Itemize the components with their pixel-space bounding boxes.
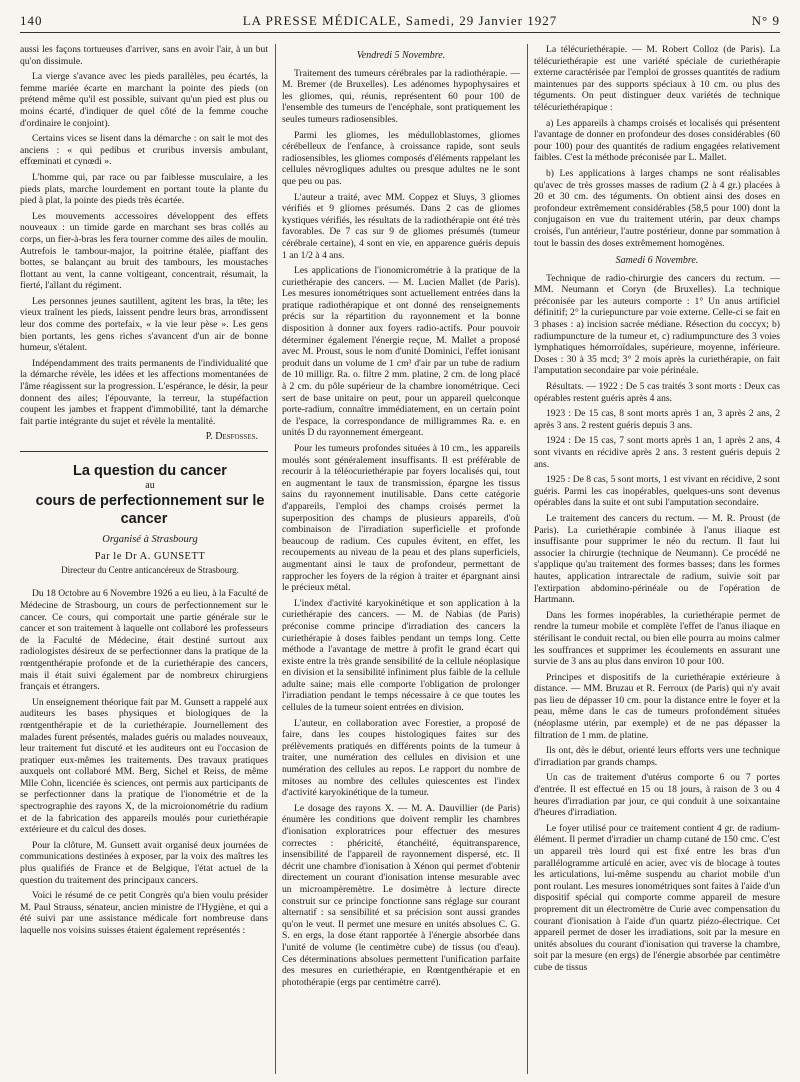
paragraph: Principes et dispositifs de la curiethérapie extérieure à distance. — MM. Bruzau et R. Ferroux (de Paris) qui n'y avait pas lieu de dépasser 10 cm. pour la distance entre le foyer et la peau, même dans le cas de tumeurs profondément situées (néoplasme utérin, par exemple) et de ne pas dépasser la filtration de 1 mm. de platine. [534, 671, 780, 741]
paragraph: Pour les tumeurs profondes situées à 10 cm., les appareils moulés sont généralement insuffisants. Il est préférable de recourir à la téléocuriethérapie par foyers localisés qui, tout en augmentant le taux de transmission, épargne les tissus sains du rayonnement inutilisable. Dans cette catégorie d'appareils, l'emploi des champs croisés permet la superposition des champs de plusieurs appareils, d'où combinaison de l'irradiation superficielle et profonde beaucoup de radium. Ces cupules évitent, en effet, les recoupements au niveau de la peau et des plans superficiels, augmentant ainsi le taux de profondeur, permettant de rapprocher les foyers de la région à traiter et épargnant ainsi le précieux métal. [282, 443, 520, 594]
column-divider [527, 44, 528, 1074]
article-title-line-2: cours de perfectionnement sur le cancer [35, 492, 265, 527]
paragraph: Un cas de traitement d'utérus comporte 6 ou 7 portes d'entrée. Il est effectué en 15 ou 18 jours, à raison de 3 ou 4 heures d'irradiation par jour, ce qui conduit à une soixantaine d'heures d'irradiation. [534, 772, 780, 819]
article-title-connector: au [145, 480, 155, 491]
issue-number: N° 9 [751, 13, 780, 28]
paragraph: Ils ont, dès le début, orienté leurs efforts vers une technique d'irradiation par grands champs. [534, 745, 780, 768]
paragraph: Les personnes jeunes sautillent, agitent les bras, la tête; les vieux traînent les pieds, laissent pendre leurs bras, arrondissent leur dos comme des portefaix, « la vie leur pèse ». Les gens bien portants, les gens riches s'avancent d'un air de bonne humeur, s'étalent. [20, 295, 268, 354]
session-date: Vendredi 5 Novembre. [356, 50, 446, 61]
paragraph: Voici le résumé de ce petit Congrès qu'a bien voulu présider M. Paul Strauss, sénateur, ancien ministre de l'Hygiène, et qui a été suivi par une assistance médicale fort nombreuse dans laquelle nos voisins suisses étaient également représentés : [20, 890, 268, 936]
paragraph: La vierge s'avance avec les pieds parallèles, peu écartés, la femme mariée écarte en marchant la pointe des pieds (on prétend même qu'il est possible, suivant qu'un pied est plus ou moins écarté, d'indiquer de quel côté de la femme couche d'ordinaire le conjoint). [20, 71, 268, 129]
paragraph: Certains vices se lisent dans la démarche : on sait le mot des anciens : « qui pedibus et cruribus inversis ambulant, effœminati et cynœdi ». [20, 133, 268, 168]
article-author-role: Directeur du Centre anticancéreux de Strasbourg. [61, 564, 239, 575]
paragraph: Les applications de l'ionomicrométrie à la pratique de la curiethérapie des cancers. — M. Lucien Mallet (de Paris). Les mesures ionométriques sont actuellement entrées dans la pratique radiothérapique et ont donné des renseignements précis sur la répartition du rayonnement et la bonne disposition à donner aux foyers radio-actifs. Pour pouvoir déterminer également l'énergie reçue, M. Mallet a proposé avec M. Proust, sous le nom d'unité Dominici, l'effet ionisant produit dans un volume de 1 cm³ d'air par un tube de radium de 10 milligr. Ra. o. filtre 2 mm. platine, 2 cm. de long placé à 2 cm. du pôle supérieur de la chambre ionométrique. Ceci sert de base unitaire on peut, pour un appareil quelconque porte-radium, connaître immédiatement, en un certain point de l'espace, la correspondance de milligrammes Ra. e. en unités D du rayonnement émergeant. [282, 265, 520, 439]
paragraph: Du 18 Octobre au 6 Novembre 1926 a eu lieu, à la Faculté de Médecine de Strasbourg, un cours de perfectionnement sur le cancer. Ce cours, qui comportait une partie générale sur le cancer et son traitement à laquelle ont collaboré les professeurs de la Faculté de Médecine, était destiné surtout aux radiologistes désireux de se perfectionner dans la pratique de la rœntgenthérapie profonde et de la curiethérapie des cancers, mais il était suivi également par de nombreux chirurgiens français et étrangers. [20, 588, 268, 693]
paragraph: La télécuriethérapie. — M. Robert Colloz (de Paris). La télécuriethérapie est une variété spéciale de curiethérapie externe caractérisée par l'emploi de grosses quantités de radium maintenues par des supports spéciaux à 10 cm. ou plus des téguments. On peut distinguer deux variétés de technique télécuriethérapique : [534, 44, 780, 113]
article-author: Par le Dr A. GUNSETT [94, 551, 206, 563]
journal-title: LA PRESSE MÉDICALE, Samedi, 29 Janvier 1927 [242, 13, 558, 28]
paragraph: Le dosage des rayons X. — M. A. Dauvillier (de Paris) énumère les conditions que doivent remplir les chambres d'ionisation exploratrices pour effectuer des mesures correctes : phéricité, étanchéité, équitransparence, insensibilité de l'appareil de rayonnement dispersé, etc. Il décrit une chambre d'ionisation à Xénon qui permet d'obtenir directement un courant d'ionisation intense mesurable avec un microampèremètre. Le dosimètre à lecture directe construit sur ce principe fonctionne sans réglage sur courant alternatif : sa sensibilité et sa précision sont aussi grandes qu'on le veut. Il permet une mesure en unités absolues C. G. S. en ergs, la dose étant rapportée à l'énergie absorbée dans l'unité de volume (le centimètre cube) de tissus (ou d'eau). Ces déterminations absolues permettent l'unification parfaite des mesures en curiethérapie, en Rœntgenthérapie et en photothérapie (ergs par centimètre carré). [282, 802, 520, 988]
section-rule [20, 451, 268, 452]
paragraph: 1923 : De 15 cas, 8 sont morts après 1 an, 3 après 2 ans, 2 après 3 ans. 2 restent guéris depuis 3 ans. [534, 408, 780, 431]
paragraph: L'auteur, en collaboration avec Forestier, a proposé de faire, dans les coupes histologiques faites sur des prélèvements pratiqués en différents points de la tumeur à traiter, une numération des cellules en division et une numération des cellules au repos. Le rapport du nombre de mitoses au nombre des cellules quiescentes est l'index d'activité karyokinétique de la tumeur. [282, 717, 520, 799]
session-date: Samedi 6 Novembre. [615, 255, 699, 267]
article-title: La question du cancer [73, 463, 227, 479]
paragraph: Technique de radio-chirurgie des cancers du rectum. — MM. Neumann et Coryn (de Bruxelles). La technique préconisée par les auteurs comporte : 1° Un anus artificiel définitif; 2° la curiepuncture par voie externe. Celle-ci se fait en 3 phases : a) incision sacrée médiane. Résection du coccyx; b) radiumpuncture de la tumeur et, c) radiumpuncture des 3 voies lymphatiques hémorroïdales, supérieure, moyenne, inférieure. Doses : 30 à 35 mcd; 3° 2 mois après la curiethérapie, on fait l'amputation secondaire par voie périnéale. [534, 272, 780, 377]
column-1 [20, 44, 268, 1074]
page-number: 140 [20, 13, 43, 28]
paragraph: aussi les façons tortueuses d'arriver, sans en avoir l'air, à un but qu'on dissimule. [20, 44, 268, 67]
paragraph: Traitement des tumeurs cérébrales par la radiothérapie. — M. Bremer (de Bruxelles). Les adénomes hypophysaires et les gliomes, qui, réunis, représentent 60 pour 100 de l'ensemble des tumeurs de l'encéphale, sont pratiquement les seules tumeurs radiosensibles. [282, 67, 520, 125]
paragraph: Dans les formes inopérables, la curiethérapie permet de rendre la tumeur mobile et complète l'effet de l'anus iliaque en stérilisant le conduit rectal, ou bien elle pourra au moins calmer les souffrances et supprimer les écoulements en assurant une survie de 3 ans au plus dans environ 10 pour 100. [534, 609, 780, 668]
paragraph: Résultats. — 1922 : De 5 cas traités 3 sont morts : Deux cas opérables restent guéris après 4 ans. [534, 381, 780, 404]
column-2 [282, 44, 520, 1074]
paragraph: 1924 : De 15 cas, 7 sont morts après 1 an, 1 après 2 ans, 4 sont vivants en récidive après 2 ans. 3 restent guéris depuis 2 ans. [534, 435, 780, 470]
column-3 [534, 44, 780, 1074]
paragraph: 1925 : De 8 cas, 5 sont morts, 1 est vivant en récidive, 2 sont guéris. Parmi les cas inopérables, quelques-uns sont devenus opérables dans la suite et ont subi l'amputation secondaire. [534, 474, 780, 509]
paragraph: a) Les appareils à champs croisés et localisés qui présentent l'avantage de donner en profondeur des doses considérables (60 pour 100) pour des quantités de radium engagées relativement faibles. C'est la méthode préconisée par L. Mallet. [534, 117, 780, 164]
paragraph: Le foyer utilisé pour ce traitement contient 4 gr. de radium-élément. Il permet d'irradier un champ cutané de 150 cmc. C'est un appareil très lourd qui est fixé entre les bras d'un parallélogramme articulé en acier, avec vis de blocage à toutes les articulations, lui-même suspendu au chariot mobile d'un pont roulant. Les mesures ionométriques sont faites à l'aide d'un dispositif spécial qui comporte comme appareil de mesure proprement dit un électromètre de Curie avec compensation du courant d'ionisation à l'aide d'un quartz piézo-électrique. Cet appareil permet de doser les irradiations, soit par la mesure en unités absolues du courant d'ionisation qui traverse la chambre, soit par la mesure (en ergs) de l'énergie absorbée par centimètre cube de tissus [534, 822, 780, 973]
paragraph: L'index d'activité karyokinétique et son application à la curiethérapie des cancers. — M. de Nabias (de Paris) préconise comme principe d'irradiation des cancers la curiethérapie à doses faibles pendant un temps long. Cette méthode a l'avantage de mettre à profit le grand écart qui existe entre la très grande sensibilité de la cellule néoplasique en division et la sensibilité infiniment plus faible de la cellule adulte saine; mais elle comporte l'obligation de prolonger l'irradiation pendant le temps nécessaire à ce que toutes les cellules de la tumeur soient entrées en division. [282, 597, 520, 714]
paragraph: L'homme qui, par race ou par faiblesse musculaire, a les pieds plats, marche lourdement en portant toute la plante du pied à plat, la pointe des pieds très écartée. [20, 171, 268, 207]
article-subtitle: Organisé à Strasbourg [102, 533, 198, 545]
paragraph: Parmi les gliomes, les médulloblastomes, gliomes cérébelleux de l'enfance, à croissance rapide, sont seuls radiosensibles, les gliomes composés d'éléments rappelant les cellules névrogliques adultes ou presque adultes ne le sont que peu ou pas. [282, 129, 520, 187]
paragraph: Pour la clôture, M. Gunsett avait organisé deux journées de communications destinées à exposer, par la voix des maîtres les plus qualifiés de France et de Belgique, l'état actuel de la question du traitement des principaux cancers. [20, 839, 268, 886]
paragraph: L'auteur a traité, avec MM. Coppez et Sluys, 3 gliomes vérifiés et 9 gliomes présumés. Dans 2 cas de gliomes kystiques vérifiés, les résultats de la radiothérapie ont été très favorables. De 7 cas sur 9 de gliomes présumés (tumeur cérébrale certaine), 4 sont en vie, en apparence guéris depuis 1 an 1/2 à 4 ans. [282, 191, 520, 261]
paragraph: Les mouvements accessoires développent des effets nouveaux : un timide garde en marchant ses bras collés au corps, un fier-à-bras les fera tourner comme des ailes de moulin. Autrefois le tambour-major, la poitrine étalée, piaffant des bottes, se balançant au bruit des tambours, les moustaches flottant au vent, la canne voltigeant, concentrait, résumait, la fierté, l'allant du régiment. [20, 210, 268, 292]
paragraph: Un enseignement théorique fait par M. Gunsett a rappelé aux auditeurs les bases physiques et biologiques de la rœntgenthérapie et de la curiethérapie. Journellement des malades furent présentés, malades guéris ou malades nouveaux, leur traitement fut discuté et les auditeurs ont eu l'occasion de pratiquer eux-mêmes les traitements. Des travaux pratiques auxquels ont collaboré MM. Berg, Sichel et Reiss, de même Mlle Cohn, licenciée ès sciences, ont permis aux participants de se perfectionner dans la pratique de l'ionométrie et de la spectrographie des rayons X, de la microionométrie du radium et de la fabrication des appareils moulés pour curiethérapie extérieure et du calcul des doses. [20, 696, 268, 836]
paragraph: Le traitement des cancers du rectum. — M. R. Proust (de Paris). La curiethérapie combinée à l'anus iliaque est insuffisante pour supprimer le néo du rectum. Il faut lui associer la chirurgie (technique de Neumann). Ce procédé ne s'applique qu'au traitement des formes basses; dans les formes hautes, application intrarectale de radium, suivie soit par l'extirpation abdomino-périnéale ou de l'opération de Hartmann. [534, 512, 780, 606]
signature: P. Desfosses. [205, 431, 258, 443]
page-header [20, 10, 780, 33]
paragraph: Indépendamment des traits permanents de l'individualité que la démarche révèle, les idées et les affections momentanées de l'âme réagissent sur la progression. L'espérance, le désir, la peur donnent des ailes; l'épouvante, la terreur, la stupéfaction coupent les jambes et frappent d'immobilité, tant la démarche fait partie intégrante du sujet et révèle la mentalité. [20, 357, 268, 427]
paragraph: b) Les applications à larges champs ne sont réalisables qu'avec de très grosses masses de radium (2 à 4 gr.) placées à 20 et 30 cm. des téguments. On obtient ainsi des doses en profondeur extrêmement considérables (58,5 pour 100) dont la conjugaison en vue du traitement utérin, par deux champs croisés, l'un antérieur, l'autre postérieur, donne par sommation à tout le bassin des doses extrêmement homogènes. [534, 167, 780, 249]
column-divider [275, 44, 276, 1074]
